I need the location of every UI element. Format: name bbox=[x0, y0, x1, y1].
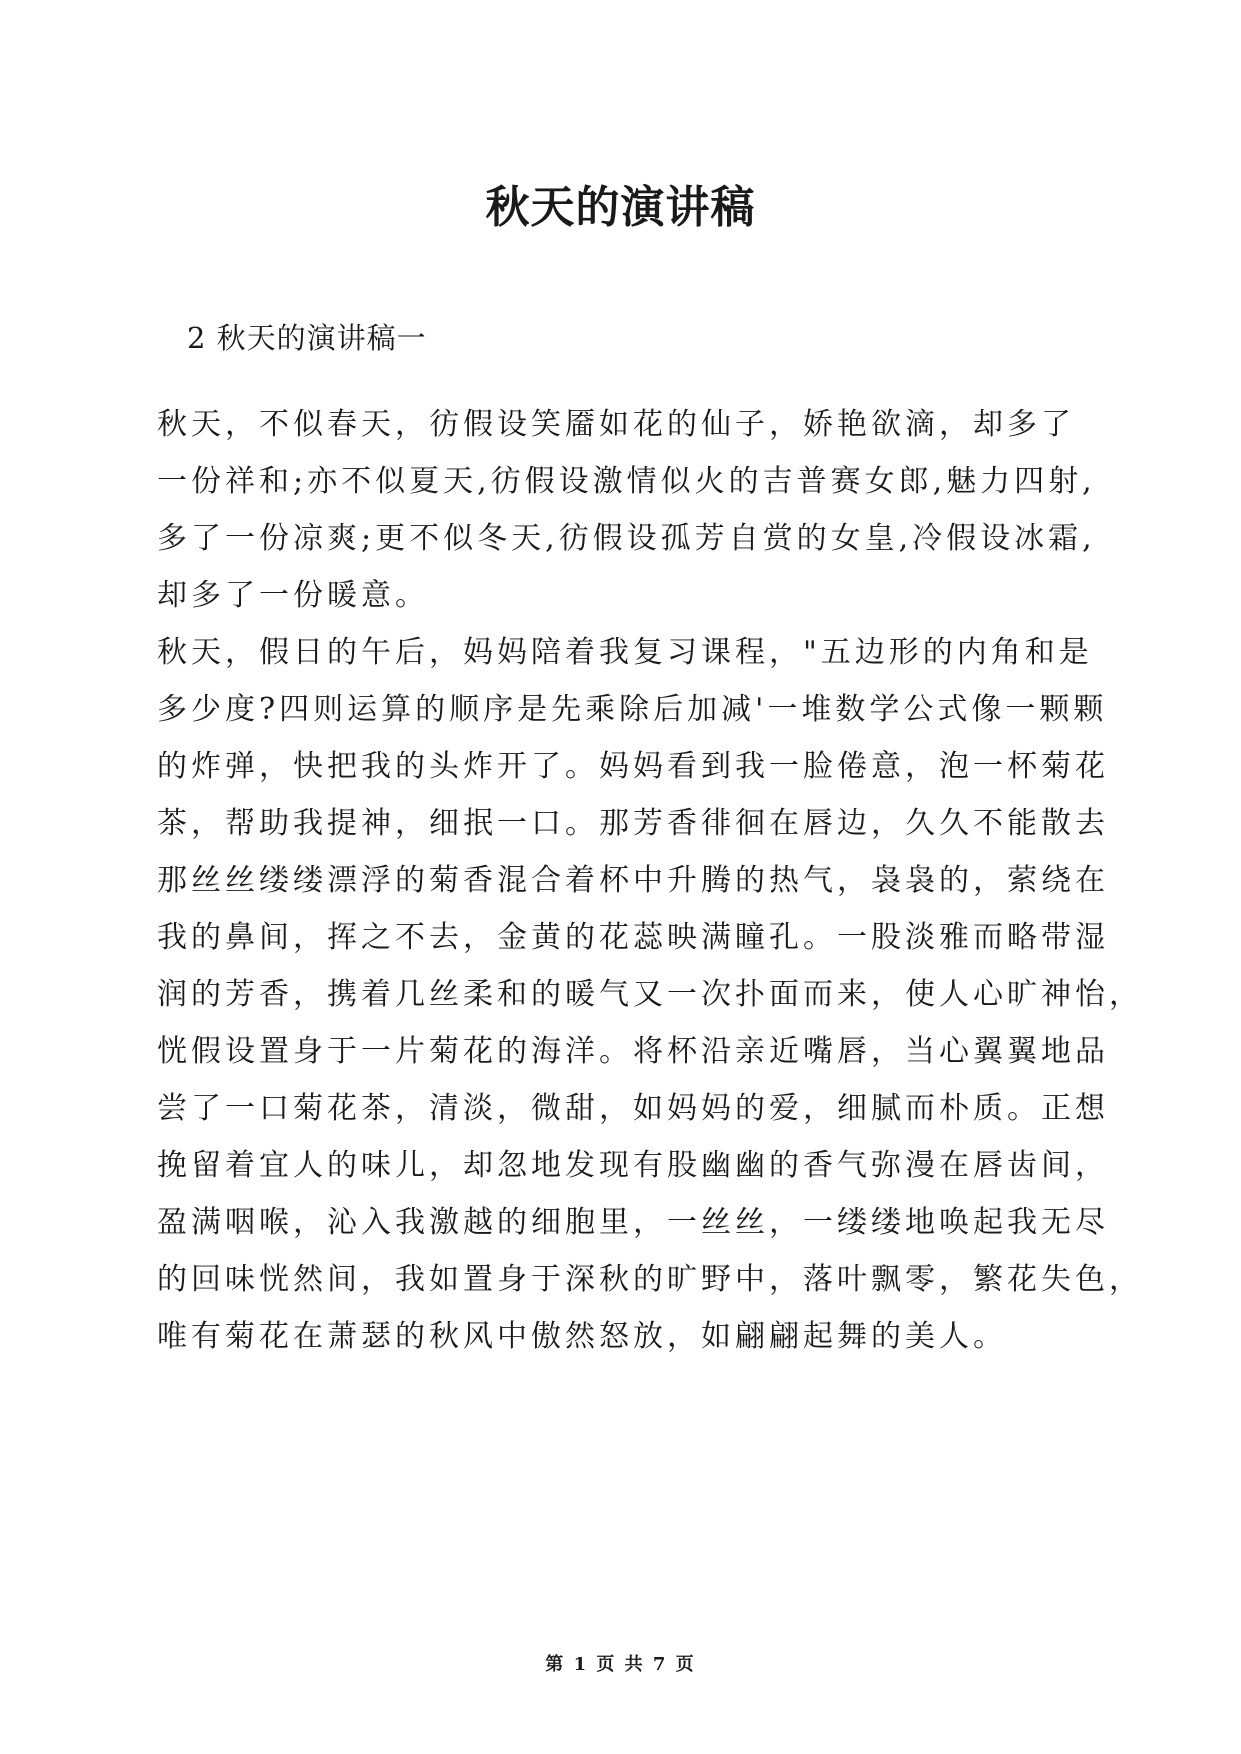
body-line: 的炸弹，快把我的头炸开了。妈妈看到我一脸倦意，泡一杯菊花 bbox=[157, 749, 1109, 784]
body-line: 我的鼻间，挥之不去，金黄的花蕊映满瞳孔。一股淡雅而略带湿 bbox=[157, 920, 1109, 955]
body-line: 尝了一口菊花茶，清淡，微甜，如妈妈的爱，细腻而朴质。正想 bbox=[157, 1091, 1109, 1126]
page-indicator: 第 1 页 共 7 页 bbox=[545, 1654, 696, 1675]
body-line: 唯有菊花在萧瑟的秋风中傲然怒放，如翩翩起舞的美人。 bbox=[157, 1319, 1007, 1354]
body-line: 的回味恍然间，我如置身于深秋的旷野中，落叶飘零，繁花失色， bbox=[157, 1262, 1143, 1297]
body-line: 秋天，假日的午后，妈妈陪着我复习课程，"五边形的内角和是 bbox=[157, 635, 1093, 670]
body-line: 多了一份凉爽;更不似冬天,彷假设孤芳自赏的女皇,冷假设冰霜, bbox=[157, 521, 1096, 556]
document-title: 秋天的演讲稿 bbox=[485, 182, 756, 233]
body-line: 恍假设置身于一片菊花的海洋。将杯沿亲近嘴唇，当心翼翼地品 bbox=[157, 1034, 1109, 1069]
section-heading: 2 秋天的演讲稿一 bbox=[187, 321, 427, 355]
body-line: 挽留着宜人的味儿，却忽地发现有股幽幽的香气弥漫在唇齿间， bbox=[157, 1148, 1109, 1183]
body-line: 多少度?四则运算的顺序是先乘除后加减'一堆数学公式像一颗颗 bbox=[157, 692, 1108, 727]
body-line: 却多了一份暖意。 bbox=[157, 578, 429, 613]
body-line: 那丝丝缕缕漂浮的菊香混合着杯中升腾的热气，袅袅的，萦绕在 bbox=[157, 863, 1109, 898]
body-line: 一份祥和;亦不似夏天,彷假设激情似火的吉普赛女郎,魅力四射, bbox=[157, 464, 1096, 499]
body-line: 秋天，不似春天，彷假设笑靥如花的仙子，娇艳欲滴，却多了 bbox=[157, 407, 1075, 442]
body-line: 盈满咽喉，沁入我激越的细胞里，一丝丝，一缕缕地唤起我无尽 bbox=[157, 1205, 1109, 1240]
body-line: 润的芳香，携着几丝柔和的暖气又一次扑面而来，使人心旷神怡， bbox=[157, 977, 1143, 1012]
body-line: 茶，帮助我提神，细抿一口。那芳香徘徊在唇边，久久不能散去 bbox=[157, 806, 1109, 841]
